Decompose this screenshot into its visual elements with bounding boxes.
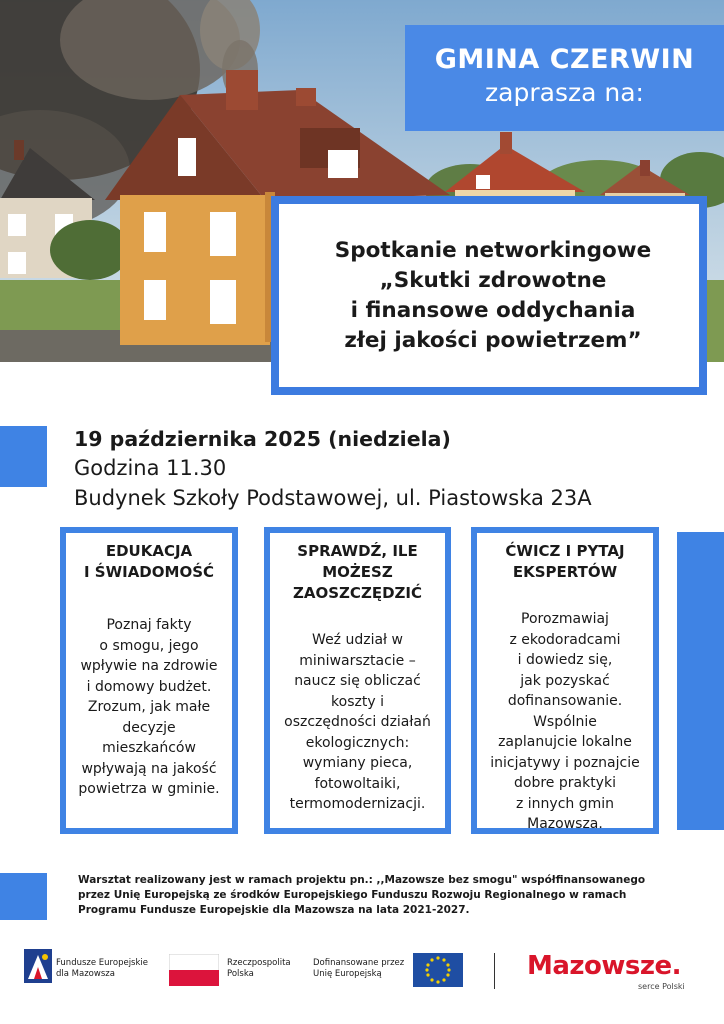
- card-body-line: miniwarsztacie –: [299, 652, 416, 669]
- eu-flag-icon: [413, 953, 463, 987]
- card-body-line: Wspólnie: [533, 713, 597, 730]
- organizer-banner: [405, 25, 724, 131]
- event-date: 19 października 2025 (niedziela): [74, 427, 451, 451]
- card-body-line: wymiany pieca,: [302, 755, 413, 771]
- card-title: SPRAWDŹ, ILE: [297, 542, 418, 560]
- decorative-blue-block: [677, 532, 724, 830]
- sponsor-logos: [0, 945, 724, 1000]
- card-body-line: naucz się obliczać: [294, 673, 421, 689]
- funding-note-line: przez Unię Europejską ze środków Europejskiego Funduszu Rozwoju Regionalnego w ramach: [78, 889, 627, 901]
- card-body-line: i domowy budżet.: [86, 678, 212, 695]
- funding-note-line: Programu Fundusze Europejskie dla Mazowsza na lata 2021-2027.: [78, 904, 470, 916]
- fundusze-europejskie-label: Fundusze Europejskie dla Mazowsza: [56, 958, 148, 979]
- card-body-line: termomodernizacji.: [289, 796, 426, 812]
- funding-note: [78, 873, 698, 918]
- card-title: ĆWICZ I PYTAJ: [505, 542, 625, 560]
- decorative-blue-block: [0, 873, 47, 920]
- card-body-line: Poznaj fakty: [106, 617, 192, 633]
- funding-note-line: Warsztat realizowany jest w ramach projektu pn.: ,,Mazowsze bez smogu" współfinansowanego: [78, 874, 646, 886]
- card-body-line: Mazowsza.: [527, 816, 603, 832]
- eu-funding-label: Dofinansowane przez Unię Europejską: [313, 958, 405, 979]
- card-body-line: dofinansowanie.: [507, 693, 623, 709]
- card-body-line: oszczędności działań: [284, 714, 431, 730]
- organizer-name: GMINA CZERWIN: [434, 44, 695, 75]
- card-body-line: Zrozum, jak małe: [87, 699, 211, 715]
- event-title-frame: [271, 196, 707, 395]
- event-venue: Budynek Szkoły Podstawowej, ul. Piastowska 23A: [74, 486, 592, 510]
- card-body-line: z innych gmin: [515, 795, 615, 812]
- card-body-line: Porozmawiaj: [521, 611, 609, 627]
- card-title: MOŻESZ: [322, 563, 393, 581]
- event-time: Godzina 11.30: [74, 456, 227, 480]
- event-title: [279, 204, 699, 387]
- invites-text: zaprasza na:: [485, 78, 644, 107]
- event-details: [74, 425, 714, 513]
- card-body-line: i dowiedz się,: [517, 652, 613, 668]
- event-title-line: „Skutki zdrowotne: [379, 267, 607, 293]
- card-body-line: decyzje: [122, 719, 176, 736]
- card-body-line: mieszkańców: [102, 740, 196, 756]
- card-savings: [264, 527, 451, 834]
- card-body-line: inicjatywy i poznajcie: [490, 754, 640, 771]
- event-title-line: Spotkanie networkingowe: [334, 237, 652, 263]
- card-body-line: wpływie na zdrowie: [80, 658, 218, 674]
- mazowsze-logo: Mazowsze.: [527, 951, 682, 981]
- card-body-line: fotowoltaiki,: [314, 775, 401, 792]
- card-body-line: dobre praktyki: [514, 775, 616, 791]
- card-experts: [471, 527, 659, 834]
- card-education: [60, 527, 238, 834]
- card-body-line: ekologicznych:: [305, 734, 410, 751]
- card-title: EDUKACJA: [105, 542, 193, 560]
- event-title-line: złej jakości powietrzem”: [344, 327, 642, 353]
- card-body-line: z ekodoradcami: [509, 631, 621, 648]
- card-title: EKSPERTÓW: [512, 563, 618, 581]
- card-body-line: zaplanujcie lokalne: [498, 734, 632, 750]
- event-title-line: i finansowe oddychania: [350, 297, 636, 323]
- card-body-line: jak pozyskać: [520, 672, 610, 689]
- card-body-line: wpływają na jakość: [81, 760, 217, 777]
- fundusze-europejskie-logo-icon: [24, 949, 52, 983]
- card-title: I ŚWIADOMOŚĆ: [83, 563, 215, 581]
- card-body-line: o smogu, jego: [99, 637, 199, 654]
- card-body-line: powietrza w gminie.: [78, 781, 220, 797]
- card-body-line: koszty i: [331, 693, 384, 710]
- mazowsze-tagline: serce Polski: [638, 982, 685, 991]
- card-body-line: Weź udział w: [312, 632, 403, 648]
- polish-flag-icon: [169, 954, 219, 986]
- logo-divider: [494, 953, 495, 989]
- decorative-blue-block: [0, 426, 47, 487]
- rzeczpospolita-label: Rzeczpospolita Polska: [227, 958, 291, 979]
- card-title: ZAOSZCZĘDZIĆ: [293, 584, 422, 602]
